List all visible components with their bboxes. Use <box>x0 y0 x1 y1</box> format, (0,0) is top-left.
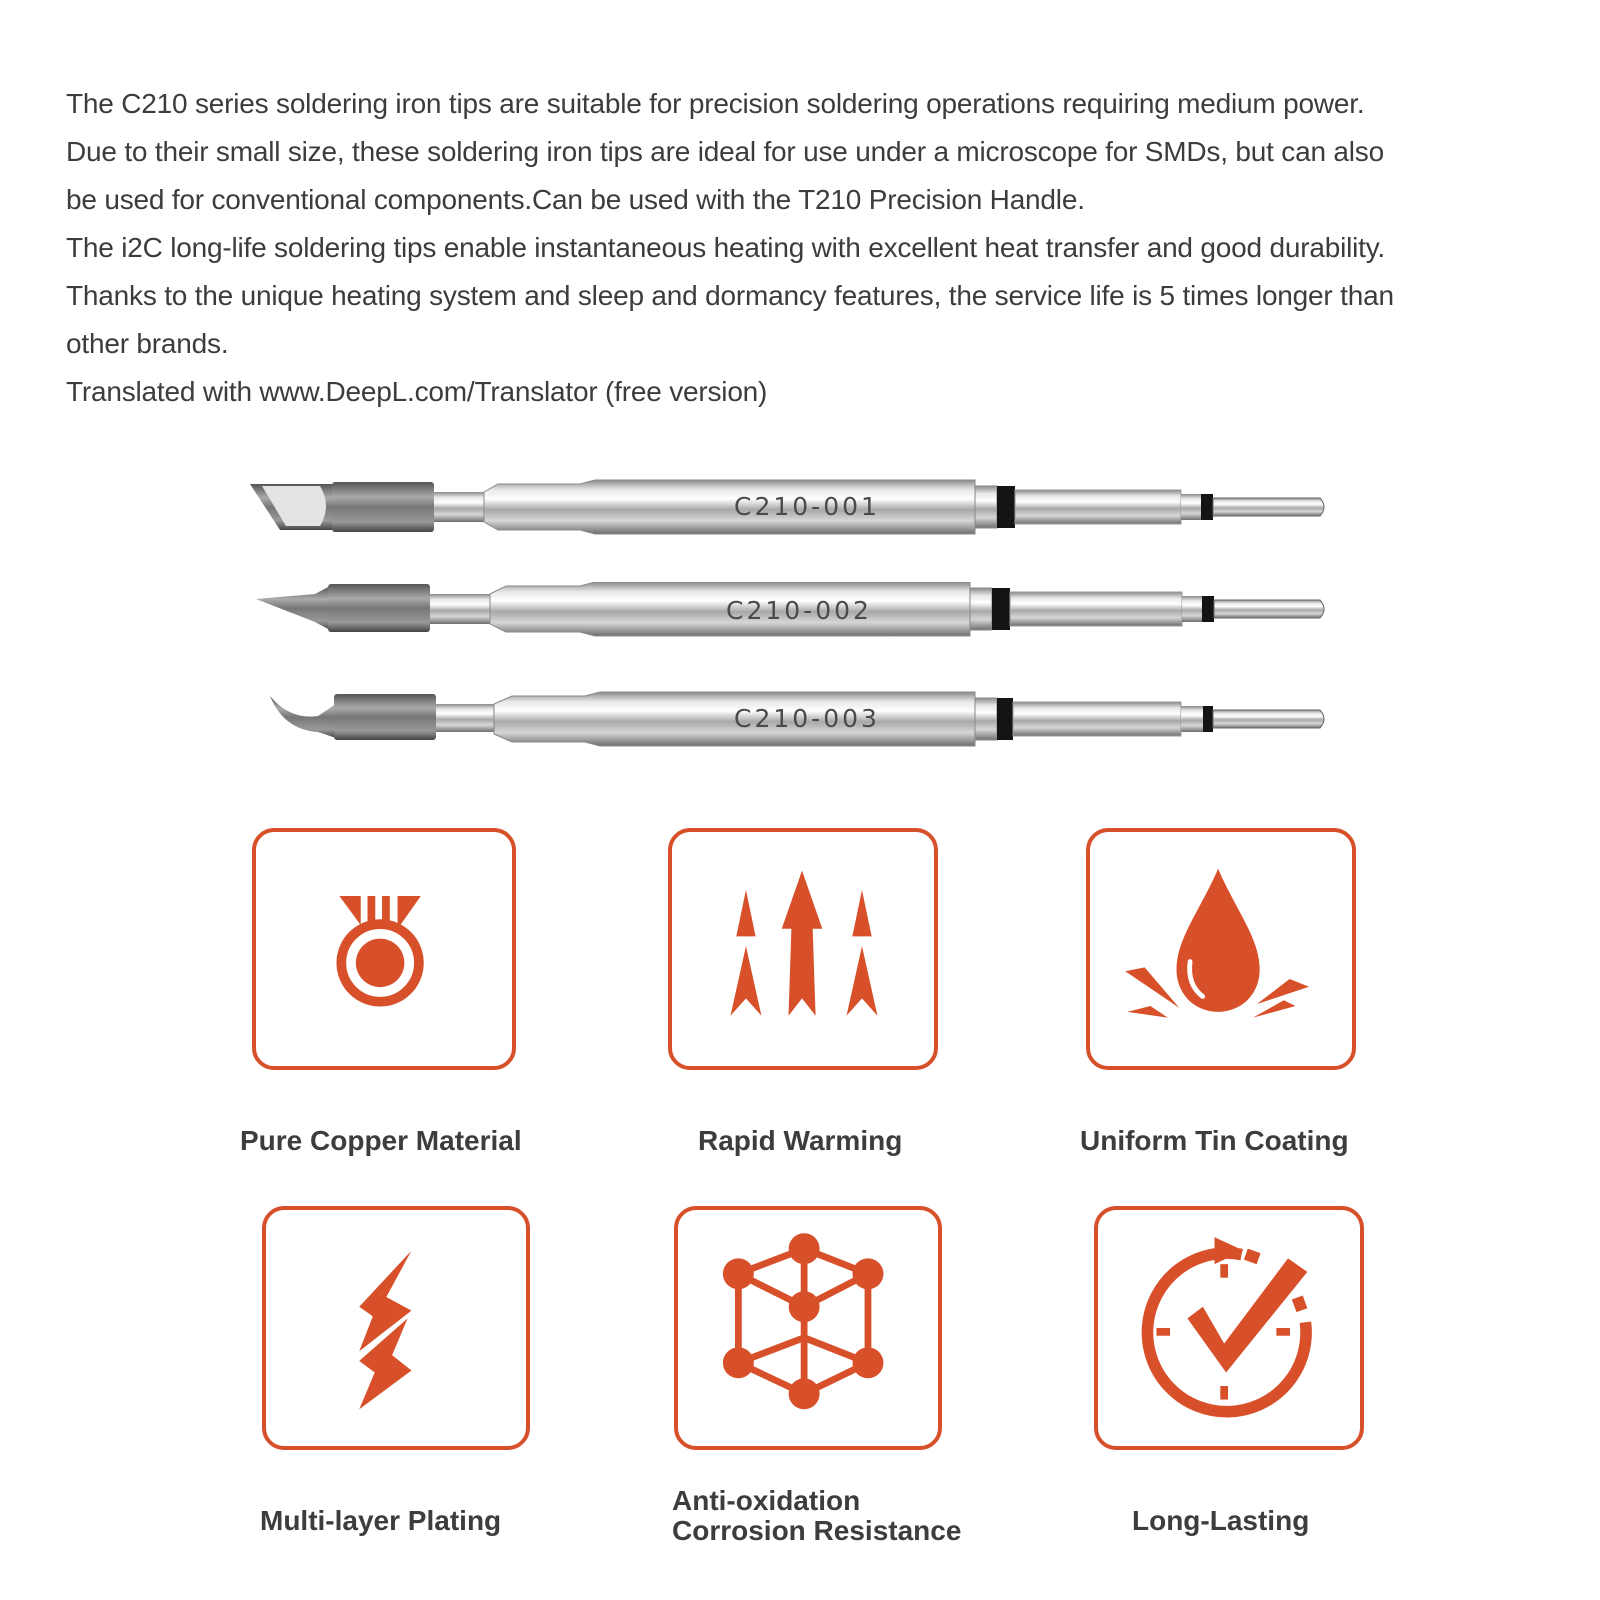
soldering-tips-image <box>250 470 1370 770</box>
tip-c210-002 <box>250 582 1370 642</box>
description-line: be used for conventional components.Can be used with the T210 Precision Handle. <box>66 184 1085 215</box>
feature-label: Uniform Tin Coating <box>1080 1125 1349 1156</box>
description-line: Thanks to the unique heating system and sleep and dormancy features, the service life is 5 times longer than <box>66 280 1394 311</box>
feature-label: Anti-oxidation <box>672 1485 861 1516</box>
feature-box <box>252 828 516 1070</box>
feature-box <box>1086 828 1356 1070</box>
droplet-icon <box>1090 832 1352 1066</box>
description-line: Translated with www.DeepL.com/Translator (free version) <box>66 376 768 407</box>
molecule-cube-icon <box>678 1210 938 1446</box>
feature-box <box>262 1206 530 1450</box>
description-line: The i2C long-life soldering tips enable instantaneous heating with excellent heat transfer and good durability. <box>66 232 1386 263</box>
tip-c210-001 <box>250 478 1370 538</box>
medal-icon <box>256 832 512 1067</box>
lightning-icon <box>266 1210 526 1446</box>
arrows-up-icon <box>672 832 934 1066</box>
clock-check-icon <box>1098 1210 1360 1446</box>
feature-box <box>668 828 938 1070</box>
product-description <box>66 80 1566 416</box>
description-line: other brands. <box>66 328 229 359</box>
feature-label: Multi-layer Plating <box>260 1505 502 1536</box>
description-line: The C210 series soldering iron tips are suitable for precision soldering operations requiring medium power. <box>66 88 1365 119</box>
tip-model-label: C210-003 <box>734 704 880 733</box>
feature-box <box>1094 1206 1364 1450</box>
tip-model-label: C210-001 <box>734 492 880 521</box>
feature-label: Rapid Warming <box>698 1125 903 1156</box>
feature-label: Pure Copper Material <box>240 1125 522 1156</box>
tip-c210-003 <box>250 690 1370 750</box>
tip-model-label: C210-002 <box>726 596 872 625</box>
description-line: Due to their small size, these soldering iron tips are ideal for use under a microscope for SMDs, but can also <box>66 136 1384 167</box>
feature-label: Long-Lasting <box>1132 1505 1310 1536</box>
feature-box <box>674 1206 942 1450</box>
feature-label: Corrosion Resistance <box>672 1515 962 1546</box>
